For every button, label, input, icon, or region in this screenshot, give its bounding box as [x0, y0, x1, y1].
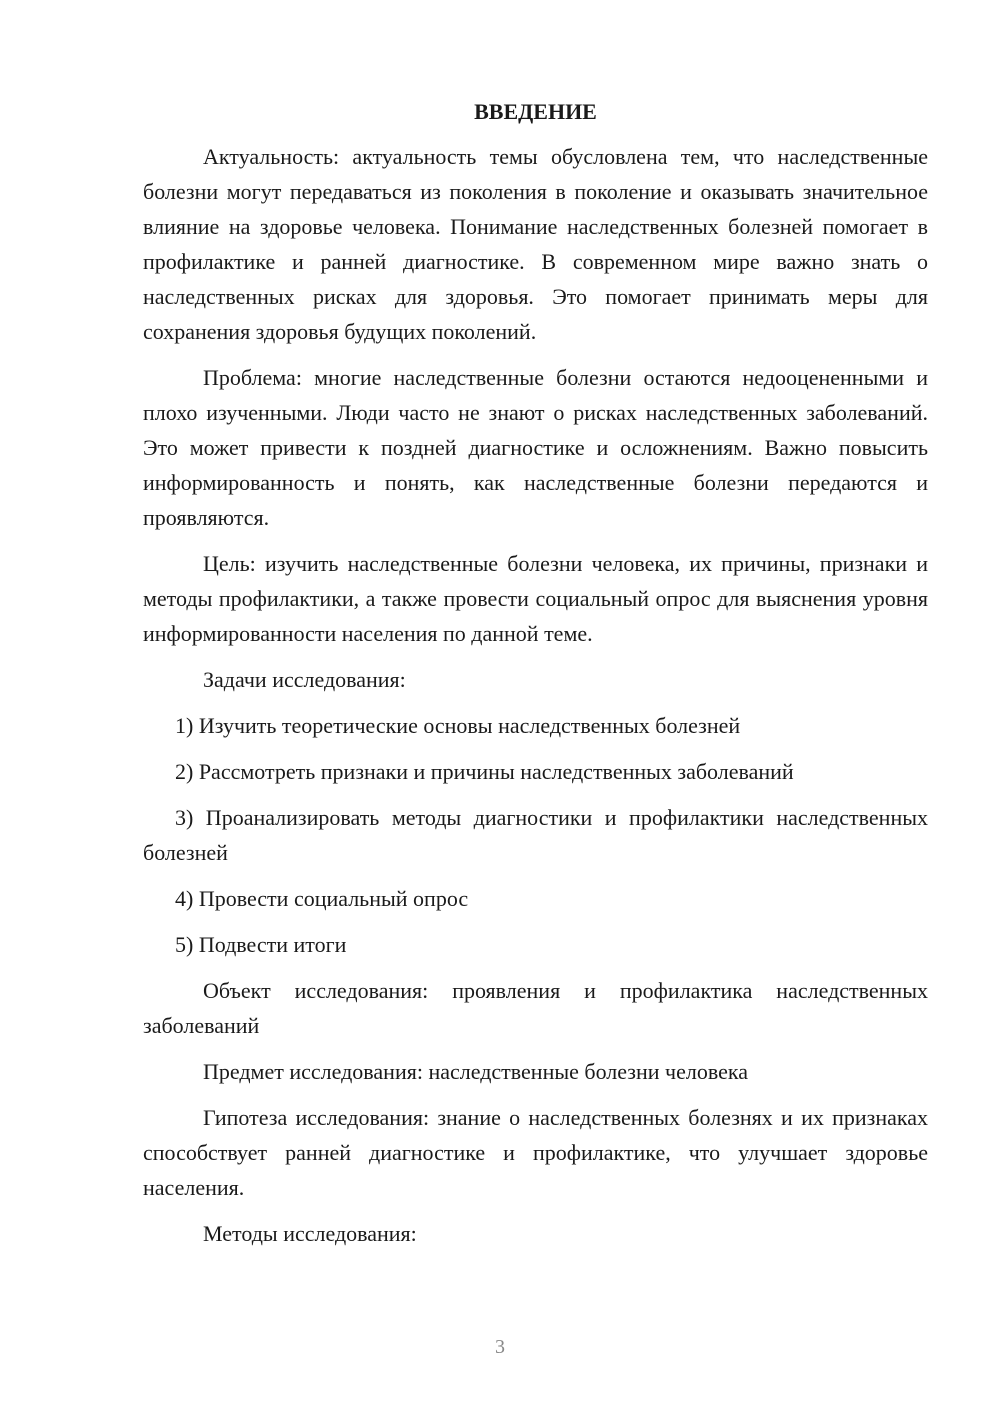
task-item: 5) Подвести итоги [175, 932, 347, 957]
relevance-paragraph: Актуальность: актуальность темы обусловлена тем, что наследственные болезни могут передаваться из поколения в поколение и оказывать значительное влияние на здоровье человека. Понимание наследственных болезней помогает в профилактике и ранней диагностике. В современном мире важно знать о наследственных рисках для здоровья. Это помогает принимать меры для сохранения здоровья будущих поколений. [143, 144, 928, 344]
task-item: 2) Рассмотреть признаки и причины наследственных заболеваний [175, 759, 794, 784]
page-number: 3 [495, 1336, 505, 1358]
subject-paragraph: Предмет исследования: наследственные болезни человека [203, 1059, 748, 1084]
goal-paragraph: Цель: изучить наследственные болезни человека, их причины, признаки и методы профилактики, а также провести социальный опрос для выяснения уровня информированности населения по данной теме. [143, 551, 928, 646]
problem-paragraph: Проблема: многие наследственные болезни остаются недооцененными и плохо изученными. Люди часто не знают о рисках наследственных заболеваний. Это может привести к поздней диагностике и осложнениям. Важно повысить информированность и понять, как наследственные болезни передаются и проявляются. [143, 365, 928, 530]
section-title: ВВЕДЕНИЕ [474, 99, 597, 124]
document-page [143, 96, 928, 1262]
task-item: 3) Проанализировать методы диагностики и профилактики наследственных болезней [143, 805, 928, 865]
methods-heading: Методы исследования: [203, 1221, 417, 1246]
task-item: 1) Изучить теоретические основы наследственных болезней [175, 713, 741, 738]
hypothesis-paragraph: Гипотеза исследования: знание о наследственных болезнях и их признаках способствует ранней диагностике и профилактике, что улучшает здоровье населения. [143, 1105, 928, 1200]
task-item: 4) Провести социальный опрос [175, 886, 469, 911]
object-paragraph: Объект исследования: проявления и профилактика наследственных заболеваний [143, 978, 928, 1038]
tasks-heading: Задачи исследования: [203, 667, 406, 692]
